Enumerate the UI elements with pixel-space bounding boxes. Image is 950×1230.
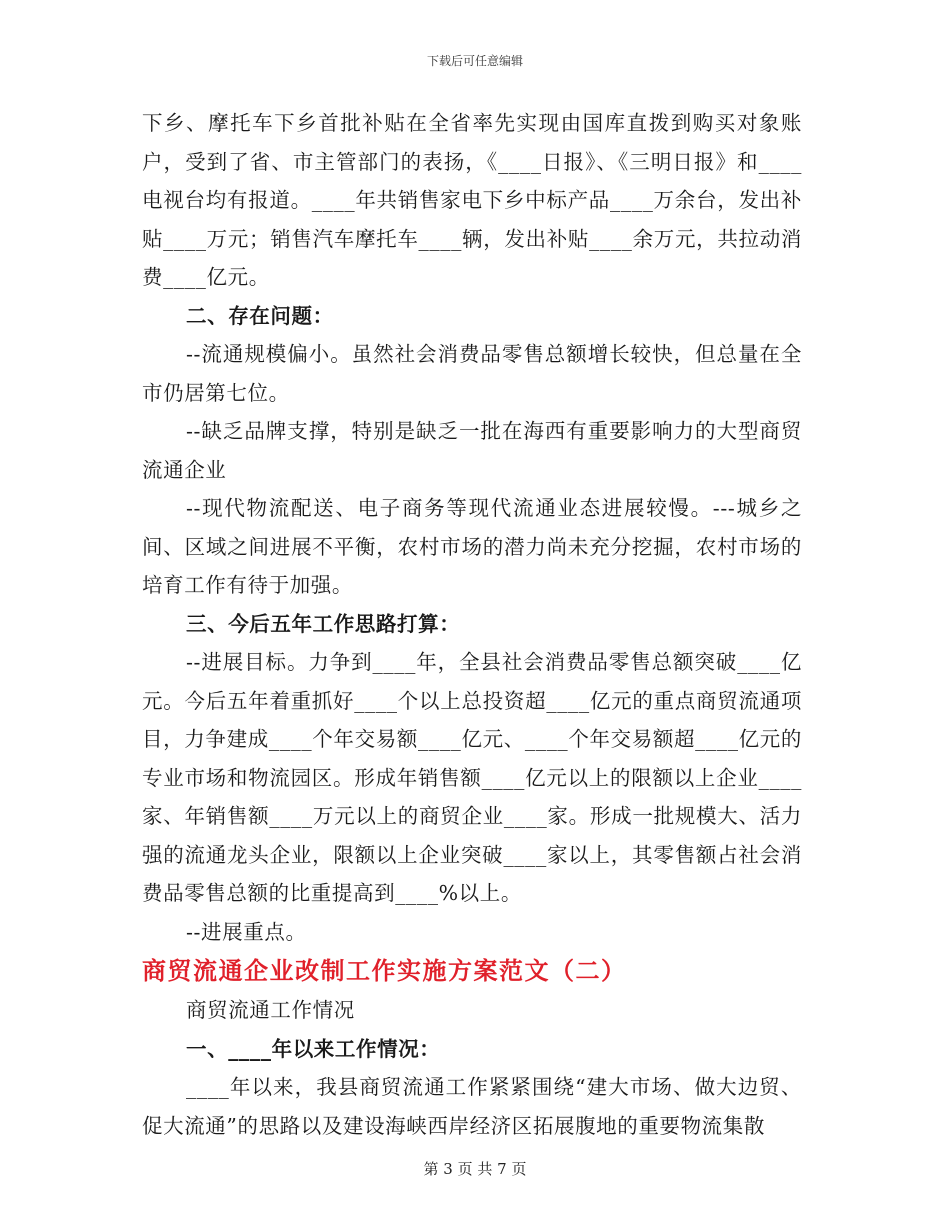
document-title: 商贸流通企业改制工作实施方案范文（二） [142,956,627,985]
paragraph: --进展目标。力争到____年，全县社会消费品零售总额突破____亿元。今后五年着重抓好____个以上总投资超____亿元的重点商贸流通项目，力争建成____个年交易额____亿元、____个年交易额超____亿元的专业市场和物流园区。形成年销售额____亿元以上的限额以上企业____家、年销售额____万元以上的商贸企业____家。形成一批规模大、活力强的流通龙头企业，限额以上企业突破____家以上，其零售额占社会消费品零售总额的比重提高到____%以上。 [142,650,802,905]
paragraph: 下乡、摩托车下乡首批补贴在全省率先实现由国库直拨到购买对象账户，受到了省、市主管部门的表扬，《____日报》、《三明日报》和____电视台均有报道。____年共销售家电下乡中标产品____万余台，发出补贴____万元；销售汽车摩托车____辆，发出补贴____余万元，共拉动消费____亿元。 [142,111,802,289]
section-heading: 一、____年以来工作情况： [186,1036,441,1061]
section-heading: 二、存在问题： [186,303,334,328]
paragraph: --缺乏品牌支撑，特别是缺乏一批在海西有重要影响力的大型商贸流通企业 [142,419,802,482]
paragraph: --流通规模偏小。虽然社会消费品零售总额增长较快，但总量在全市仍居第七位。 [142,342,802,405]
paragraph: 商贸流通工作情况 [186,998,355,1022]
paragraph: ____年以来，我县商贸流通工作紧紧围绕“建大市场、做大边贸、促大流通”的思路以及建设海峡西岸经济区拓展腹地的重要物流集散 [142,1075,802,1138]
page-header: 下载后可任意编辑 [426,54,523,68]
paragraph: --进展重点。 [186,919,307,944]
document-body [142,104,802,1145]
paragraph: --现代物流配送、电子商务等现代流通业态进展较慢。---城乡之间、区域之间进展不平衡，农村市场的潜力尚未充分挖掘，农村市场的培育工作有待于加强。 [142,496,802,597]
section-heading: 三、今后五年工作思路打算： [186,611,461,636]
page-footer: 第 3 页 共 7 页 [423,1160,527,1178]
